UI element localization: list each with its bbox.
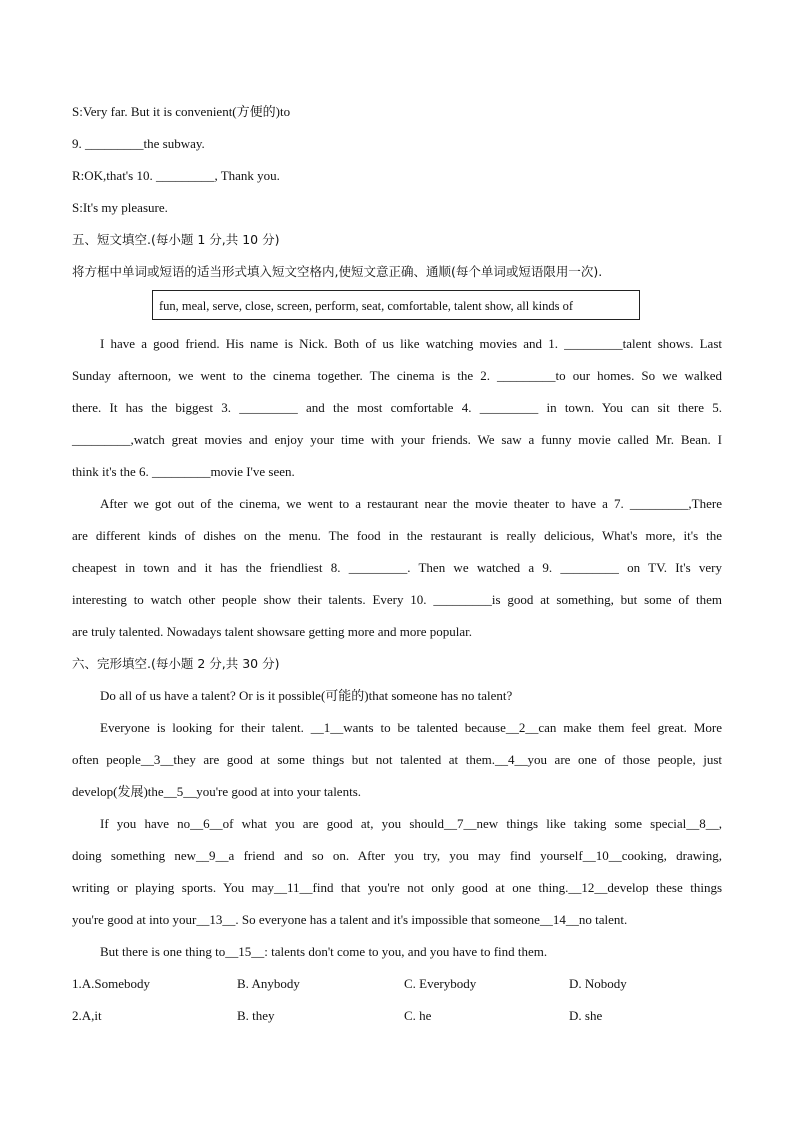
option-b: B. they [237, 1008, 275, 1023]
option-c: C. he [404, 1008, 432, 1023]
passage-line: I have a good friend. His name is Nick. Both of us like watching movies and 1. _________talent shows. Last [100, 336, 722, 351]
passage-line: _________,watch great movies and enjoy your time with your friends. We saw a funny movie called Mr. Bean. I [72, 432, 722, 447]
passage-line: are different kinds of dishes on the menu. The food in the restaurant is really delicious, What's more, it's the [72, 528, 722, 543]
cloze-line: But there is one thing to__15__: talents don't come to you, and you have to find them. [100, 944, 548, 959]
dialogue-line: R:OK,that's 10. _________, Thank you. [72, 168, 280, 183]
section-5-title: 五、短文填空.(每小题 1 分,共 10 分) [72, 232, 280, 247]
exam-page [72, 96, 722, 1032]
option-c: C. Everybody [404, 976, 477, 991]
option-a: 1.A.Somebody [72, 976, 150, 991]
cloze-line: Everyone is looking for their talent. __1__wants to be talented because__2__can make them feel great. More [100, 720, 722, 735]
cloze-line: doing something new__9__a friend and so on. After you try, you may find yourself__10__cooking, drawing, [72, 848, 722, 863]
passage-line: are truly talented. Nowadays talent showsare getting more and more popular. [72, 624, 472, 639]
option-b: B. Anybody [237, 976, 300, 991]
word-box: fun, meal, serve, close, screen, perform, seat, comfortable, talent show, all kinds of [152, 290, 640, 320]
question-2-options [72, 1000, 722, 1032]
cloze-line: develop(发展)the__5__you're good at into your talents. [72, 784, 362, 799]
option-d: D. Nobody [569, 976, 627, 991]
passage-line: Sunday afternoon, we went to the cinema together. The cinema is the 2. _________to our homes. So we walked [72, 368, 722, 383]
passage-line: interesting to watch other people show their talents. Every 10. _________is good at something, but some of them [72, 592, 722, 607]
cloze-line: Do all of us have a talent? Or is it possible(可能的)that someone has no talent? [100, 688, 513, 703]
passage-line: cheapest in town and it has the friendliest 8. _________. Then we watched a 9. _________ on TV. It's very [72, 560, 722, 575]
option-a: 2.A,it [72, 1008, 102, 1023]
option-d: D. she [569, 1008, 603, 1023]
passage-line: After we got out of the cinema, we went to a restaurant near the movie theater to have a 7. _________,There [100, 496, 722, 511]
word-box-container [72, 288, 722, 328]
dialogue-line: S:It's my pleasure. [72, 200, 168, 215]
passage-line: there. It has the biggest 3. _________ and the most comfortable 4. _________ in town. You can sit there 5. [72, 400, 722, 415]
passage-line: think it's the 6. _________movie I've seen. [72, 464, 295, 479]
cloze-line: If you have no__6__of what you are good at, you should__7__new things like taking some special__8__, [100, 816, 722, 831]
section-5-instruction: 将方框中单词或短语的适当形式填入短文空格内,使短文意正确、通顺(每个单词或短语限用一次). [72, 264, 603, 279]
cloze-line: often people__3__they are good at some things but not talented at them.__4__you are one of those people, just [72, 752, 722, 767]
dialogue-line: S:Very far. But it is convenient(方便的)to [72, 104, 291, 119]
dialogue-line: 9. _________the subway. [72, 136, 205, 151]
question-1-options [72, 968, 722, 1000]
cloze-line: writing or playing sports. You may__11__find that you're not only good at one thing.__12__develop these things [72, 880, 722, 895]
cloze-line: you're good at into your__13__. So everyone has a talent and it's impossible that someone__14__no talent. [72, 912, 628, 927]
section-6-title: 六、完形填空.(每小题 2 分,共 30 分) [72, 656, 280, 671]
